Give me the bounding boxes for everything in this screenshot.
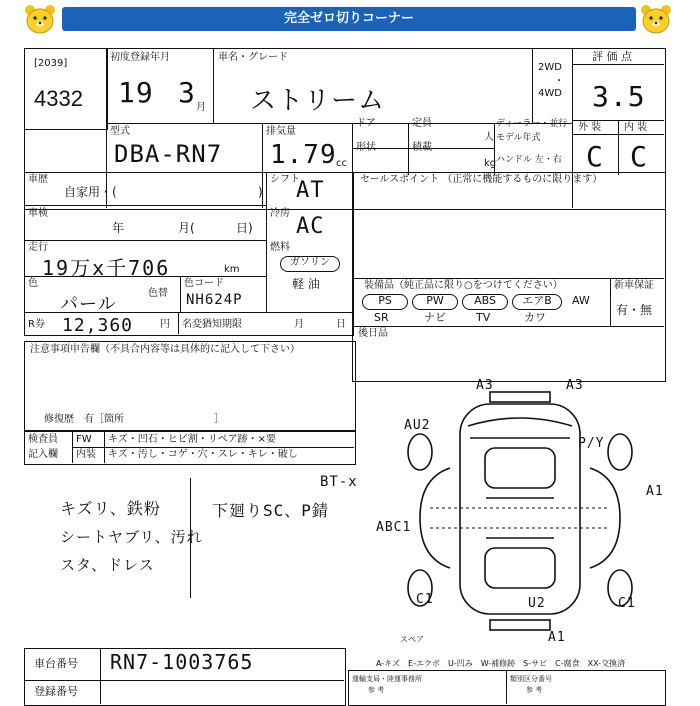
- color-code: NH624P: [186, 292, 243, 308]
- mark-u2: U2: [528, 596, 546, 611]
- equip-ps: PS: [362, 294, 408, 310]
- chassis-number: RN7-1003765: [110, 650, 254, 674]
- equip-navi: ナビ: [424, 311, 446, 324]
- mileage-value: 19万x千706: [42, 256, 171, 280]
- first-reg-month: 3: [178, 76, 196, 109]
- chassis-label: 車台番号: [34, 657, 78, 670]
- shift-label: シフト: [270, 174, 300, 185]
- spare-caption: スペア: [400, 635, 424, 644]
- mark-a1-bottom: A1: [548, 630, 566, 645]
- kg-unit: kg: [484, 158, 497, 169]
- handle-label: ハンドル 左・右: [496, 155, 562, 165]
- model-year-label: モデル年式: [496, 133, 541, 143]
- equip-airbag: エアB: [512, 294, 562, 310]
- score: 3.5: [592, 80, 646, 113]
- shift-value: AT: [296, 178, 325, 203]
- bear-mascot-icon: [638, 3, 674, 36]
- remark-right-top: BT-x: [320, 474, 358, 490]
- sales-point-label: セールスポイント （正常に機能するものに限ります）: [360, 174, 603, 185]
- notes-label: 注意事項申告欄（不具合内容等は具体的に記入して下さい）: [30, 344, 300, 355]
- inspection-row1: キズ・凹石・ヒビ割・リペア跡・×要: [108, 434, 276, 445]
- cc-unit: cc: [336, 158, 347, 169]
- warranty-value: 有・無: [616, 303, 653, 317]
- banner-title: 完全ゼロ切りコーナー: [283, 11, 414, 26]
- capacity-label: 定員: [412, 118, 432, 129]
- inspector-label: 検査員: [28, 434, 58, 445]
- color-code-label: 色コード: [184, 278, 224, 289]
- fuel-diesel: 軽 油: [292, 277, 320, 291]
- color-value: パール: [60, 294, 117, 315]
- equip-abs: ABS: [462, 294, 508, 310]
- car-name: ストリーム: [250, 86, 386, 116]
- first-reg-label: 初度登録年月: [110, 52, 170, 63]
- mark-a3-left: A3: [476, 378, 494, 393]
- model: DBA-RN7: [114, 140, 223, 168]
- equip-aw: AW: [572, 294, 590, 307]
- exterior-grade: C: [586, 140, 604, 173]
- banner-bar: [62, 7, 636, 31]
- top-banner: [0, 0, 700, 38]
- displacement-label: 排気量: [266, 126, 296, 137]
- history-value: 自家用・(: [64, 185, 117, 199]
- bear-mascot-icon: [22, 3, 58, 36]
- color-label: 色: [28, 278, 38, 289]
- exterior-label: 外 装: [578, 122, 602, 133]
- remark-left-2: シートヤブリ、汚れ: [60, 528, 203, 546]
- score-label: 評 価 点: [592, 50, 632, 63]
- damage-legend: A-キズ E-エクボ U-凹み W-補修跡 S-サビ C-腐食 XX-交換済: [376, 659, 626, 668]
- interior-label: 内 装: [624, 122, 648, 133]
- history-label: 車歴: [28, 174, 48, 185]
- shaken-label: 車検: [28, 208, 48, 219]
- drive-4wd: 4WD: [538, 88, 562, 99]
- mark-au2: AU2: [404, 418, 431, 433]
- lot-number: 4332: [34, 86, 83, 111]
- km-unit: km: [224, 264, 240, 275]
- mark-abc1: ABC1: [376, 520, 412, 535]
- remark-left-3: スタ、ドレス: [60, 556, 155, 574]
- drive-2wd: 2WD: [538, 62, 562, 73]
- equip-pw: PW: [412, 294, 458, 310]
- yen-unit: 円: [160, 319, 170, 330]
- first-reg-year: 19: [118, 76, 154, 109]
- equip-sr: SR: [374, 311, 389, 324]
- load-label: 積載: [412, 142, 432, 153]
- model-label: 型式: [110, 126, 130, 137]
- recycle-label: R券: [28, 319, 45, 330]
- after-date-label: 後日品: [358, 328, 388, 339]
- ac-value: AC: [296, 214, 325, 239]
- fuel-gas: ガソリン: [280, 256, 340, 272]
- auction-sheet: [2039] 4332 初度登録年月 19 3 月 車名・グレード ストリーム 2WD ・ 4WD 評 価 点 3.5 型式 DBA-RN7 排気量 1.79 cc ドア 定員 人 ディーラー・並行 モデル年式 形状 積載 kg ハンドル 左・右 外 装 内 装 C C 車歴 自家用・( ) 車検 年 月( 日) 走行 19万x千706 km 色 パール 色替 色コード NH624P R券 12,360 円 名変猶知期限 月 日 シフト AT 冷房 AC 燃料 ガソリン 軽 油 セールスポイント （正常に機能するものに限ります） 装備品（純正品に限り○をつけてください） 新車保証 有・無 PS PW ABS エアB AW SR ナビ TV カワ 後日品 注意事項申告欄（不具合内容等は具体的に記入して下さい） 修復歴 有［箇所 ］ 検査員 記入欄 FW 内装 キズ・凹石・ヒビ割・リペア跡・×要 キズ・汚し・コゲ・穴・スレ・キレ・破し キズリ、鉄粉 シートヤブリ、汚れ スタ、ドレス BT-x 下廻りSC、P錆 A3 A3 AU2 P/Y A1 ABC1 C1 U2 C1 A1 スペア A-キズ E-エクボ U-凹み W-補修跡 S-サビ C-腐食 XX-交換済 車台番号 RN7-1003765 登録番号 運輸支局・陸運事務所 参 考 類別区分番号 参 考: [0, 38, 700, 700]
- registration-label: 登録番号: [34, 685, 78, 698]
- mileage-label: 走行: [28, 242, 48, 253]
- mark-a1-right: A1: [646, 484, 664, 499]
- door-label: ドア: [356, 118, 376, 129]
- right-frame: [352, 172, 666, 382]
- mark-c1-right: C1: [618, 596, 636, 611]
- fuel-label: 燃料: [270, 242, 290, 253]
- venue-number: [2039]: [34, 58, 68, 69]
- inspection-row2: キズ・汚し・コゲ・穴・スレ・キレ・破し: [108, 449, 298, 460]
- mark-c1-left: C1: [416, 592, 434, 607]
- recycle-value: 12,360: [62, 315, 134, 336]
- month-unit: 月: [196, 102, 206, 113]
- warranty-label: 新車保証: [614, 280, 654, 291]
- equip-tv: TV: [476, 311, 491, 324]
- shape-label: 形状: [356, 142, 376, 153]
- displacement: 1.79: [270, 140, 337, 170]
- mark-a3-right: A3: [566, 378, 584, 393]
- remark-right-1: 下廻りSC、P錆: [212, 501, 329, 520]
- ac-label: 冷房: [270, 208, 290, 219]
- equip-leather: カワ: [524, 311, 546, 324]
- dealer-label: ディーラー・並行: [496, 119, 568, 129]
- color-swap-label: 色替: [148, 288, 168, 299]
- entry-label: 記入欄: [28, 449, 58, 460]
- mark-py: P/Y: [578, 436, 605, 451]
- name-grade-label: 車名・グレード: [218, 52, 288, 63]
- transfer-label: 名変猶知期限: [182, 319, 242, 330]
- interior-grade: C: [630, 140, 648, 173]
- remark-left-1: キズリ、鉄粉: [60, 499, 161, 518]
- equipment-label: 装備品（純正品に限り○をつけてください）: [364, 280, 563, 291]
- capacity-unit: 人: [484, 132, 494, 143]
- repair-history: 修復歴 有［箇所 ］: [44, 414, 224, 425]
